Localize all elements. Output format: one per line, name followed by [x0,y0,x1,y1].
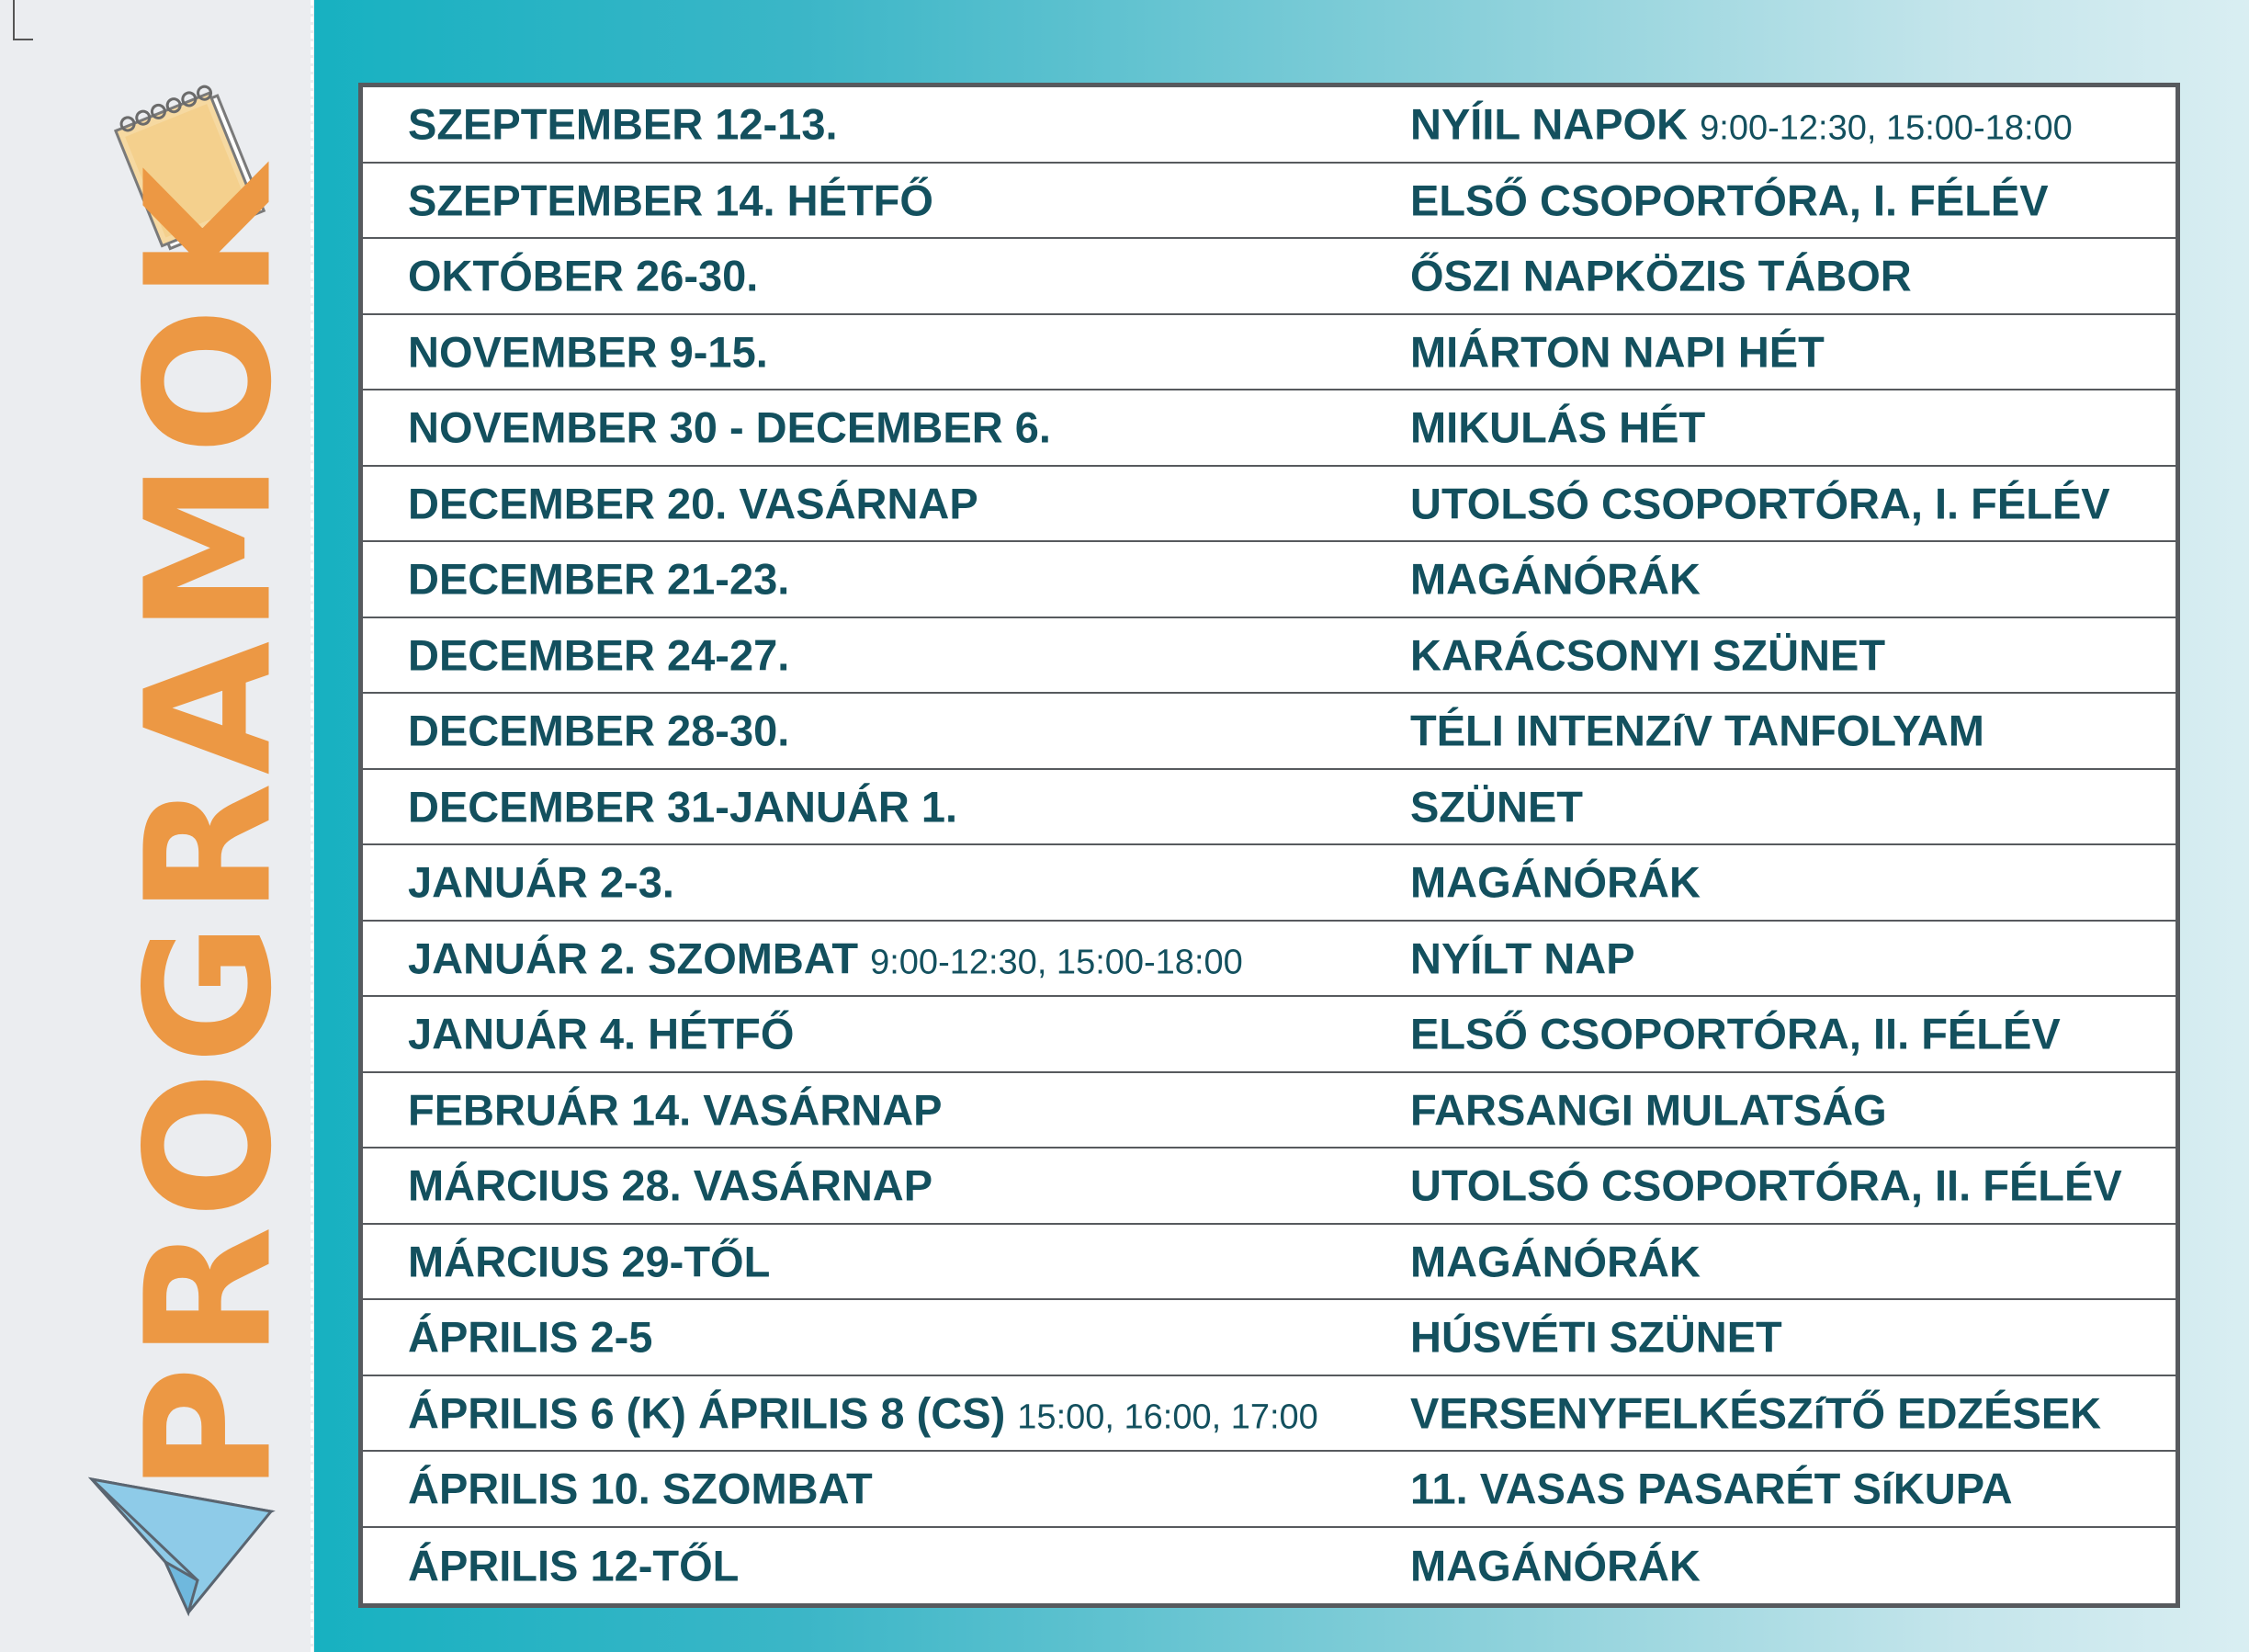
table-row [363,1073,2176,1149]
event-text: UTOLSÓ CSOPORTÓRA, II. FÉLÉV [1410,1160,2122,1210]
date-text: DECEMBER 21-23. [408,554,790,604]
event-text: HÚSVÉTI SZÜNET [1410,1312,1782,1362]
event-text: NYÍLT NAP [1410,933,1635,983]
event-text: MAGÁNÓRÁK [1410,554,1701,604]
crop-mark [13,39,33,40]
left-sidebar [0,0,312,1652]
table-row [363,770,2176,846]
table-row [363,1148,2176,1225]
event-text: VERSENYFELKÉSZíTŐ EDZÉSEK [1410,1388,2102,1438]
date-cell [408,175,933,225]
event-cell [1410,1236,1701,1286]
date-text: JANUÁR 2. SZOMBAT [408,933,859,983]
date-cell [408,402,1051,453]
event-time-note: 9:00-12:30, 15:00-18:00 [1700,108,2073,148]
event-cell [1410,1387,2101,1438]
schedule-table [358,83,2180,1608]
date-cell [408,478,978,528]
table-row [363,315,2176,391]
date-text: SZEPTEMBER 12-13. [408,99,838,149]
event-text: ELSŐ CSOPORTÓRA, II. FÉLÉV [1410,1009,2061,1058]
date-cell [408,933,1243,983]
date-cell [408,99,838,150]
table-row [363,997,2176,1073]
date-cell [408,706,789,756]
event-text: KARÁCSONYI SZÜNET [1410,630,1886,680]
event-text: UTOLSÓ CSOPORTÓRA, I. FÉLÉV [1410,479,2110,528]
date-cell [408,251,758,301]
paper-plane-icon [87,1452,280,1626]
table-row [363,164,2176,240]
date-cell [408,1009,794,1059]
event-text: MAGÁNÓRÁK [1410,1541,1701,1590]
event-text: MAGÁNÓRÁK [1410,1237,1701,1286]
table-row [363,694,2176,770]
event-cell [1410,175,2049,225]
table-row [363,1376,2176,1453]
event-cell [1410,99,2073,150]
table-row [363,1225,2176,1301]
table-row [363,467,2176,543]
event-cell [1410,1464,2013,1514]
date-text: NOVEMBER 9-15. [408,327,768,377]
date-text: MÁRCIUS 28. VASÁRNAP [408,1160,933,1210]
date-cell [408,629,789,680]
table-row [363,845,2176,922]
event-cell [1410,629,1885,680]
date-cell [408,326,768,377]
event-cell [1410,706,1984,756]
date-cell [408,1387,1318,1438]
date-text: DECEMBER 28-30. [408,706,790,755]
date-text: ÁPRILIS 12-TŐL [408,1541,740,1590]
date-text: DECEMBER 31-JANUÁR 1. [408,782,958,832]
event-cell [1410,933,1635,983]
date-cell [408,1236,770,1286]
event-text: ELSŐ CSOPORTÓRA, I. FÉLÉV [1410,175,2049,225]
date-cell [408,1540,739,1590]
table-row [363,922,2176,998]
date-time-note: 9:00-12:30, 15:00-18:00 [870,943,1243,982]
event-cell [1410,478,2110,528]
event-text: 11. VASAS PASARÉT SíKUPA [1410,1464,2013,1513]
date-text: OKTÓBER 26-30. [408,251,759,300]
date-text: JANUÁR 4. HÉTFŐ [408,1009,795,1058]
date-cell [408,554,789,605]
event-cell [1410,554,1701,605]
event-text: MIKULÁS HÉT [1410,402,1706,452]
date-text: ÁPRILIS 10. SZOMBAT [408,1464,873,1513]
table-row [363,1300,2176,1376]
event-text: ŐSZI NAPKÖZIS TÁBOR [1410,251,1912,300]
date-cell [408,1312,652,1363]
event-cell [1410,1084,1887,1135]
event-cell [1410,1540,1701,1590]
event-cell [1410,326,1825,377]
date-text: DECEMBER 24-27. [408,630,790,680]
date-text: MÁRCIUS 29-TŐL [408,1237,771,1286]
event-cell [1410,781,1583,832]
event-cell [1410,857,1701,908]
perforation-line [311,0,313,1652]
date-cell [408,857,674,908]
table-row [363,1528,2176,1604]
date-cell [408,1464,873,1514]
date-text: JANUÁR 2-3. [408,857,674,907]
table-row [363,618,2176,695]
event-cell [1410,1312,1782,1363]
table-row [363,542,2176,618]
event-cell [1410,251,1912,301]
event-text: MAGÁNÓRÁK [1410,857,1701,907]
date-text: ÁPRILIS 6 (K) ÁPRILIS 8 (CS) [408,1388,1006,1438]
date-text: NOVEMBER 30 - DECEMBER 6. [408,402,1051,452]
event-text: TÉLI INTENZíV TANFOLYAM [1410,706,1984,755]
page-title: PROGRAMOK [108,159,311,1493]
date-text: DECEMBER 20. VASÁRNAP [408,479,978,528]
table-row [363,390,2176,467]
date-cell [408,781,957,832]
date-time-note: 15:00, 16:00, 17:00 [1017,1397,1318,1437]
date-cell [408,1084,943,1135]
event-cell [1410,1009,2061,1059]
event-text: FARSANGI MULATSÁG [1410,1085,1887,1135]
event-text: NYÍIL NAPOK [1410,99,1689,149]
date-text: SZEPTEMBER 14. HÉTFŐ [408,175,933,225]
event-cell [1410,402,1705,453]
crop-mark [13,0,15,39]
date-text: ÁPRILIS 2-5 [408,1312,653,1362]
event-text: MIÁRTON NAPI HÉT [1410,327,1825,377]
table-row [363,87,2176,164]
table-row [363,239,2176,315]
event-text: SZÜNET [1410,782,1583,832]
date-text: FEBRUÁR 14. VASÁRNAP [408,1085,943,1135]
table-row [363,1452,2176,1528]
event-cell [1410,1160,2122,1211]
date-cell [408,1160,932,1211]
